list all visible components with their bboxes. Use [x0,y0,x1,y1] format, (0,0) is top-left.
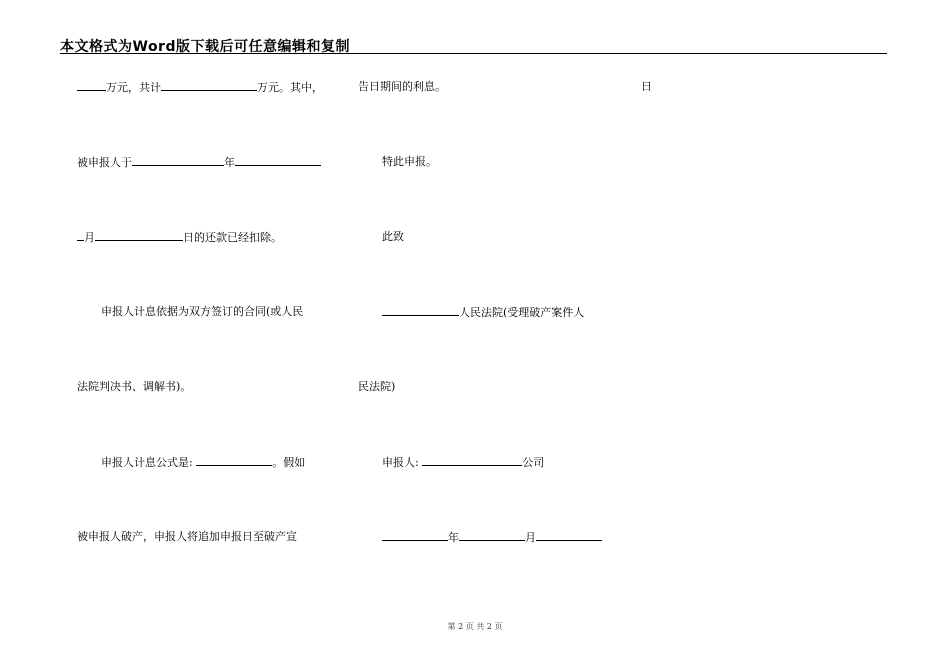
right-line-7-year: 年 [448,531,459,544]
page-footer: 第 2 页 共 2 页 [447,622,503,631]
left-line-1 [77,80,323,95]
left-line-3-text-b: 日的还款已经扣除。 [183,231,282,244]
blank-field [196,455,272,466]
right-line-6-text-b: 公司 [522,456,545,469]
blank-field [95,230,183,241]
left-line-5: 法院判决书、调解书)。 [77,380,192,393]
right-line-6 [382,455,544,470]
left-line-2 [77,155,321,170]
left-line-6-text-b: 。假如 [272,456,306,469]
blank-field [77,80,106,91]
blank-field [382,305,459,316]
left-line-6 [101,455,305,470]
left-line-1-text-a: 万元，共计 [106,81,161,94]
right-line-4 [382,305,584,320]
left-line-1-text-b: 万元。其中， [257,81,323,94]
left-line-2-text-a: 被申报人于 [77,156,132,169]
right-line-2: 特此申报。 [382,155,437,168]
right-line-1: 告日期间的利息。 [358,80,446,93]
blank-field [422,455,522,466]
right-line-3: 此致 [382,230,404,243]
left-line-2-text-b: 年 [224,156,235,169]
left-line-6-text-a: 申报人计息公式是: [101,456,193,469]
right-line-4-text: 人民法院(受理破产案件人 [459,306,585,319]
left-line-7: 被申报人破产，申报人将追加申报日至破产宣 [77,530,297,543]
blank-field [459,530,525,541]
right-line-7-month: 月 [525,531,536,544]
left-line-3 [77,230,282,245]
left-line-3-text-a: 月 [84,231,95,244]
right-line-1-day: 日 [641,80,652,93]
blank-field [161,80,257,91]
blank-field [235,155,321,166]
header-divider [60,53,887,54]
blank-field [536,530,602,541]
document-header-title: 本文格式为Word版下载后可任意编辑和复制 [60,39,350,55]
left-line-4: 申报人计息依据为双方签订的合同(或人民 [101,305,304,318]
right-line-7 [382,530,602,545]
right-line-6-text-a: 申报人: [382,456,419,469]
blank-field [132,155,224,166]
blank-field [382,530,448,541]
blank-field [77,230,84,241]
right-line-5: 民法院) [358,380,396,393]
